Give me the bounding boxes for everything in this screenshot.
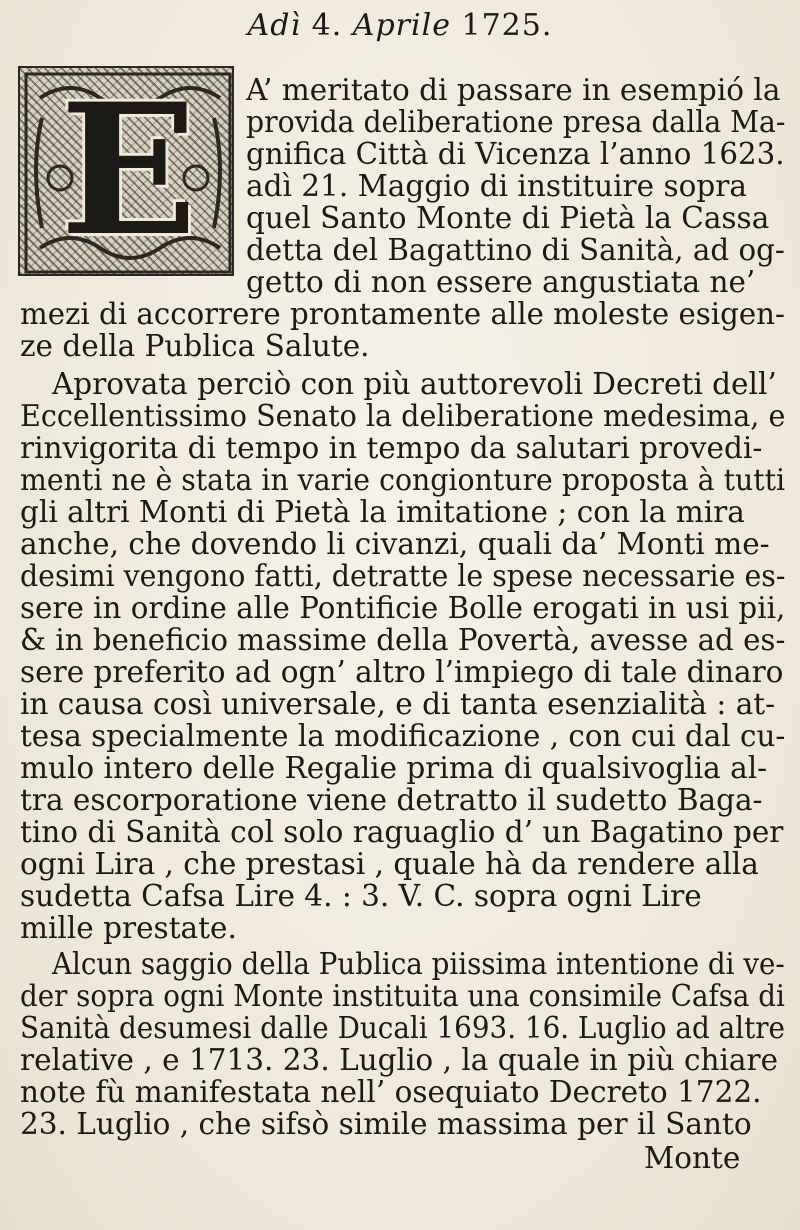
text-line: Eccellentissimo Senato la deliberatione medesima, e <box>20 399 786 433</box>
text-line: 23. Luglio , che sifsò simile massima per il Santo <box>20 1107 752 1141</box>
header-year: 1725. <box>461 8 553 43</box>
text-line: sudetta Cafsa Lire 4. : 3. V. C. sopra ogni Lire <box>20 879 702 913</box>
decorated-initial <box>18 66 234 276</box>
text-line: adì 21. Maggio di instituire sopra <box>246 169 747 203</box>
text-line: desimi vengono fatti, detratte le spese necessarie es- <box>20 559 786 593</box>
text-line: ogni Lira , che prestasi , quale hà da rendere alla <box>20 847 759 881</box>
text-line: mille prestate. <box>20 911 237 945</box>
text-line: detta del Bagattino di Sanità, ad og- <box>246 233 785 267</box>
drop-cap-letter: E <box>60 66 198 276</box>
text-line: tino di Sanità col solo raguaglio d’ un Bagatino per <box>20 815 784 849</box>
header-day-number: 4. <box>311 8 343 43</box>
text-line: sere in ordine alle Pontificie Bolle erogati in usi pii, <box>20 591 786 625</box>
text-line: mulo intero delle Regalie prima di qualsivoglia al- <box>20 751 768 785</box>
text-line: Aprovata perciò con più auttorevoli Decreti dell’ <box>52 367 777 401</box>
text-line: relative , e 1713. 23. Luglio , la quale in più chiare <box>20 1043 779 1077</box>
text-line: gnifica Città di Vicenza l’anno 1623. <box>246 137 785 171</box>
text-line: menti ne è stata in varie congionture proposta à tutti <box>20 463 786 497</box>
text-line: rinvigorita di tempo in tempo da salutari provedi- <box>20 431 763 465</box>
text-line: anche, che dovendo li civanzi, quali da’ Monti me- <box>20 527 770 561</box>
text-line: der sopra ogni Monte instituita una consimile Cafsa di <box>20 979 785 1013</box>
text-line: quel Santo Monte di Pietà la Cassa <box>246 201 770 235</box>
header-month: Aprile <box>352 8 451 43</box>
text-line: mezi di accorrere prontamente alle moleste esigen- <box>20 297 785 331</box>
text-line: Sanità desumesi dalle Ducali 1693. 16. Luglio ad altre <box>20 1011 785 1045</box>
header-day-label: Adì <box>247 8 302 43</box>
text-line: & in beneficio massime della Povertà, avesse ad es- <box>20 623 786 657</box>
text-line: provida deliberatione presa dalla Ma- <box>246 105 786 139</box>
text-line: sere preferito ad ogn’ altro l’impiego di tale dinaro <box>20 655 784 689</box>
text-line: in causa così universale, e di tanta esenzialità : at- <box>20 687 776 721</box>
text-line: ze della Publica Salute. <box>20 329 370 363</box>
text-line: gli altri Monti di Pietà la imitatione ; con la mira <box>20 495 745 529</box>
text-line: tra escorporatione viene detratto il sudetto Baga- <box>20 783 763 817</box>
text-line: Alcun saggio della Publica piissima intentione di ve- <box>52 947 785 981</box>
catchword: Monte <box>644 1141 741 1175</box>
text-line: getto di non essere angustiata ne’ <box>246 265 756 299</box>
text-line: tesa specialmente la modificazione , con cui dal cu- <box>20 719 786 753</box>
text-line: A’ meritato di passare in esempió la <box>246 73 781 107</box>
text-line: note fù manifestata nell’ osequiato Decreto 1722. <box>20 1075 762 1109</box>
running-header <box>0 8 800 43</box>
